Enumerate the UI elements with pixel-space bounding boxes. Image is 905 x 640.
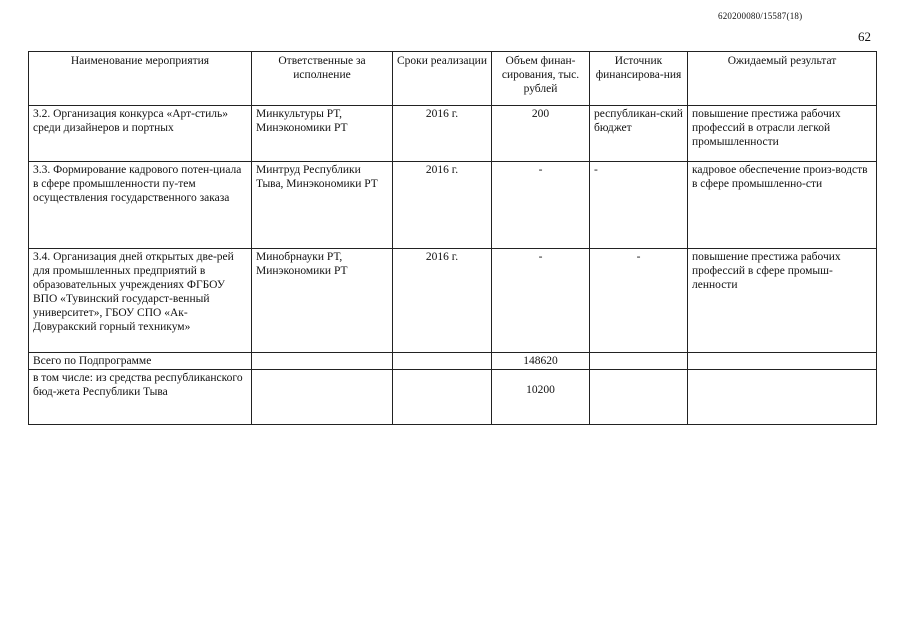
responsible-cell: Минтруд Республики Тыва, Минэкономики РТ: [252, 162, 393, 249]
total-label: Всего по Подпрограмме: [29, 353, 252, 370]
activities-table: [28, 51, 877, 425]
amount-cell: -: [492, 162, 590, 249]
table-header-row: [29, 52, 877, 106]
responsible-cell: Минкультуры РТ, Минэкономики РТ: [252, 106, 393, 162]
period-cell: 2016 г.: [393, 106, 492, 162]
activity-name: 3.3. Формирование кадрового потен-циала в сфере промышленности пу-тем осуществления государственного заказа: [29, 162, 252, 249]
responsible-cell: Минобрнауки РТ, Минэкономики РТ: [252, 249, 393, 353]
header-expected-result: Ожидаемый результат: [688, 52, 877, 106]
empty-cell: [590, 353, 688, 370]
header-activity-name: Наименование мероприятия: [29, 52, 252, 106]
activity-name: 3.2. Организация конкурса «Арт-стиль» среди дизайнеров и портных: [29, 106, 252, 162]
page-number: 62: [858, 29, 871, 44]
empty-cell: [252, 370, 393, 425]
amount-cell: -: [492, 249, 590, 353]
table-row: [29, 106, 877, 162]
empty-cell: [590, 370, 688, 425]
including-row: [29, 370, 877, 425]
table-row: [29, 162, 877, 249]
amount-cell: 200: [492, 106, 590, 162]
including-amount: 10200: [492, 370, 590, 425]
source-cell: республикан-ский бюджет: [590, 106, 688, 162]
total-amount: 148620: [492, 353, 590, 370]
empty-cell: [393, 353, 492, 370]
header-funding-source: Источник финансирова-ния: [590, 52, 688, 106]
empty-cell: [688, 370, 877, 425]
empty-cell: [688, 353, 877, 370]
empty-cell: [393, 370, 492, 425]
period-cell: 2016 г.: [393, 249, 492, 353]
result-cell: кадровое обеспечение произ-водств в сфере промышленно-сти: [688, 162, 877, 249]
result-cell: повышение престижа рабочих профессий в сфере промыш-ленности: [688, 249, 877, 353]
activity-name: 3.4. Организация дней открытых две-рей для промышленных предприятий в образовательных учреждениях ФГБОУ ВПО «Тувинский государст-венный университет», ГБОУ СПО «Ак-Довуракский горный техникум»: [29, 249, 252, 353]
including-label: в том числе: из средства республиканского бюд-жета Республики Тыва: [29, 370, 252, 425]
document-id: 620200080/15587(18): [718, 11, 803, 21]
header-responsible: Ответственные за исполнение: [252, 52, 393, 106]
empty-cell: [252, 353, 393, 370]
header-period: Сроки реализации: [393, 52, 492, 106]
source-cell: -: [590, 249, 688, 353]
header-funding-amount: Объем финан-сирования, тыс. рублей: [492, 52, 590, 106]
total-row: [29, 353, 877, 370]
period-cell: 2016 г.: [393, 162, 492, 249]
table-row: [29, 249, 877, 353]
result-cell: повышение престижа рабочих профессий в отрасли легкой промышленности: [688, 106, 877, 162]
source-cell: -: [590, 162, 688, 249]
